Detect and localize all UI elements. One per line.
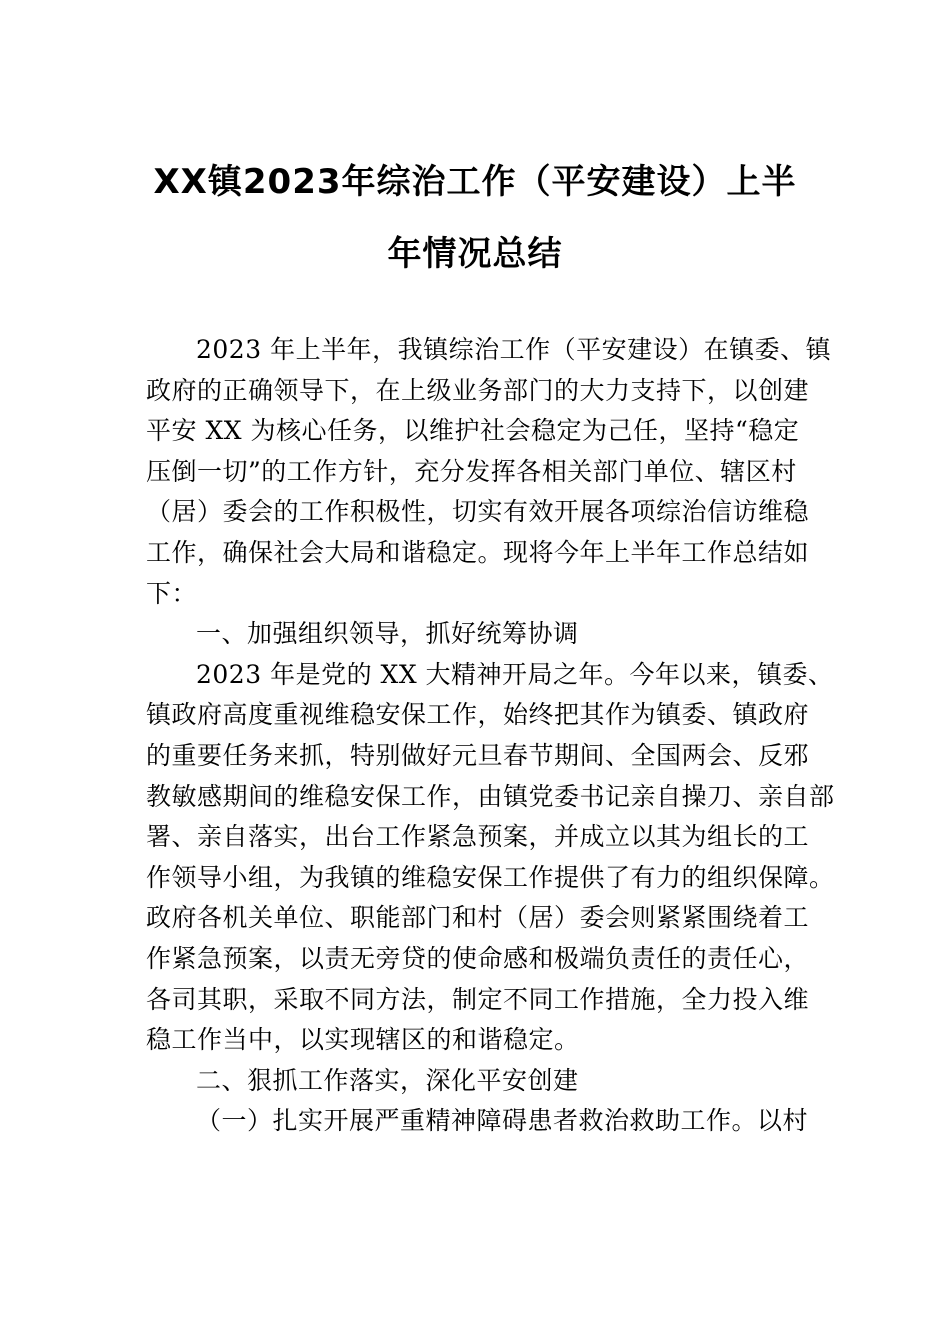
document-body [146,330,835,1142]
paragraph-line: 作领导小组，为我镇的维稳安保工作提供了有力的组织保障。 [146,862,835,892]
paragraph-line: （一）扎实开展严重精神障碍患者救治救助工作。以村 [196,1106,809,1136]
section-heading: 二、狠抓工作落实，深化平安创建 [196,1065,579,1095]
paragraph-line: 教敏感期间的维稳安保工作，由镇党委书记亲自操刀、亲自部 [146,781,835,811]
paragraph-line: 署、亲自落实，出台工作紧急预案，并成立以其为组长的工 [146,822,810,852]
paragraph-line: 压倒一切”的工作方针，充分发挥各相关部门单位、辖区村 [146,456,797,486]
section-heading: 一、加强组织领导，抓好统筹协调 [196,619,579,649]
document-title-line-2: 年情况总结 [387,234,563,274]
paragraph-line: （居）委会的工作积极性，切实有效开展各项综治信访维稳 [146,497,810,527]
paragraph-line: 工作，确保社会大局和谐稳定。现将今年上半年工作总结如 [146,537,810,567]
paragraph-line: 2023 年上半年，我镇综治工作（平安建设）在镇委、镇 [196,335,832,364]
paragraph-line: 作紧急预案，以责无旁贷的使命感和极端负责任的责任心， [146,943,810,973]
paragraph-line: 政府的正确领导下，在上级业务部门的大力支持下，以创建 [146,375,810,405]
paragraph-line: 平安 XX 为核心任务，以维护社会稳定为己任，坚持“稳定 [146,416,800,446]
paragraph-line: 镇政府高度重视维稳安保工作，始终把其作为镇委、镇政府 [146,700,810,730]
paragraph-line: 各司其职，采取不同方法，制定不同工作措施，全力投入维 [146,984,810,1014]
paragraph-line: 2023 年是党的 XX 大精神开局之年。今年以来，镇委、 [196,659,834,689]
document-title-line-1: XX镇2023年综治工作（平安建设）上半 [153,162,797,202]
paragraph-line: 的重要任务来抓，特别做好元旦春节期间、全国两会、反邪 [146,740,810,770]
paragraph-line: 稳工作当中，以实现辖区的和谐稳定。 [146,1025,580,1055]
paragraph-line: 政府各机关单位、职能部门和村（居）委会则紧紧围绕着工 [146,903,810,933]
paragraph-line: 下： [146,578,198,608]
